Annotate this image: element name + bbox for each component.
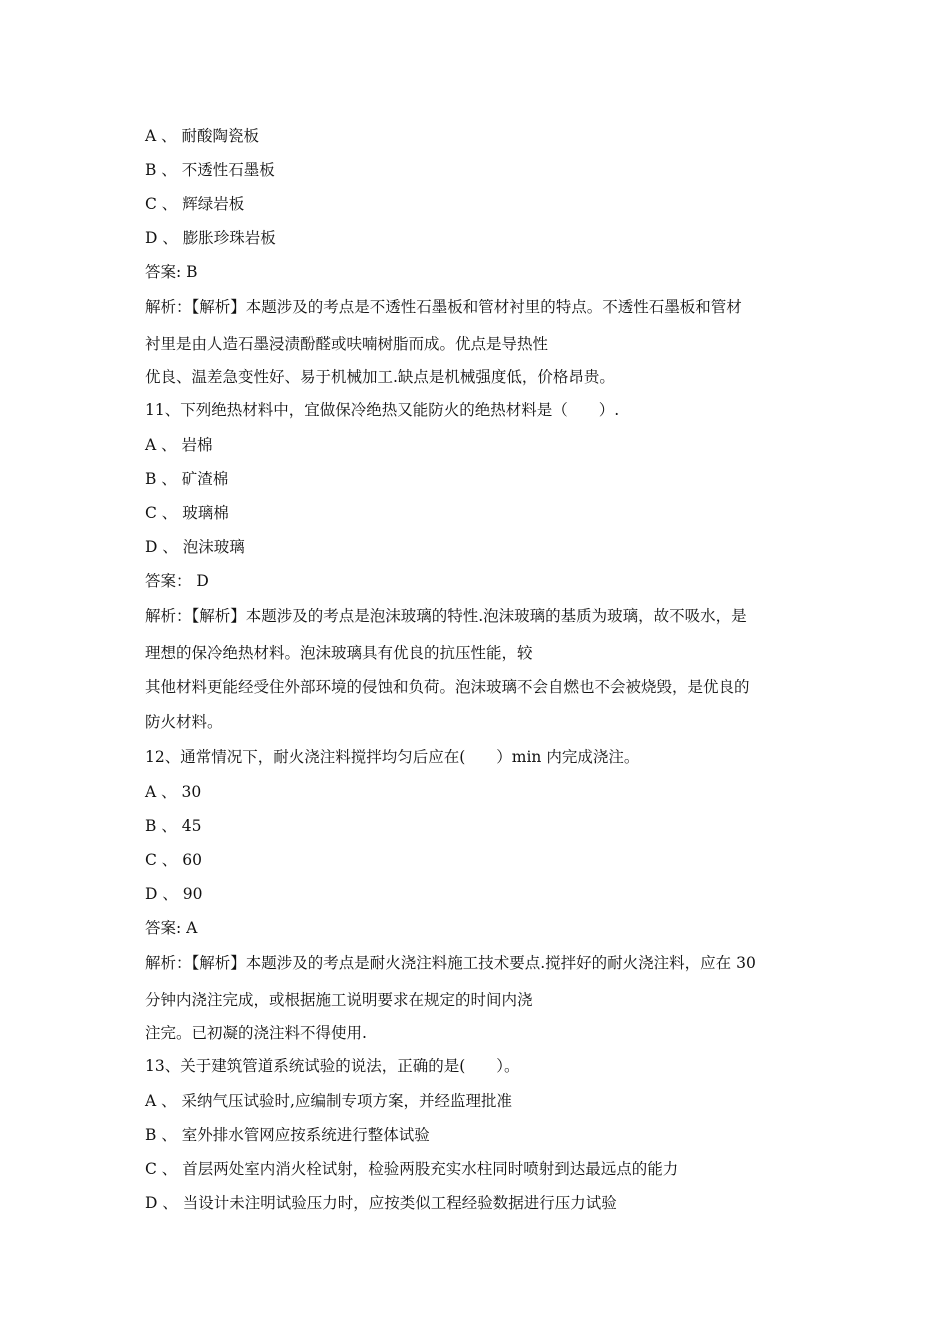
analysis-line: 优良、温差急变性好、易于机械加工.缺点是机械强度低，价格昂贵。	[145, 368, 615, 386]
answer: 答案: A	[145, 919, 198, 937]
option-b: B 、 不透性石墨板	[145, 161, 275, 179]
answer: 答案： D	[145, 572, 209, 590]
answer: 答案: B	[145, 263, 198, 281]
question-13: 13、关于建筑管道系统试验的说法，正确的是( ）。	[145, 1057, 520, 1075]
option-b: B 、 室外排水管网应按系统进行整体试验	[145, 1126, 430, 1144]
option-b: B 、 45	[145, 817, 202, 835]
option-d: D 、 当设计未注明试验压力时，应按类似工程经验数据进行压力试验	[145, 1194, 617, 1212]
analysis-line: 衬里是由人造石墨浸渍酚醛或呋喃树脂而成。优点是导热性	[145, 335, 549, 353]
option-d: D 、 泡沫玻璃	[145, 538, 245, 556]
option-a: A 、 30	[145, 783, 202, 801]
option-a: A 、 耐酸陶瓷板	[145, 127, 260, 145]
option-b: B 、 矿渣棉	[145, 470, 229, 488]
analysis-line: 理想的保冷绝热材料。泡沫玻璃具有优良的抗压性能，较	[145, 644, 533, 662]
option-d: D 、 膨胀珍珠岩板	[145, 229, 276, 247]
analysis-line: 解析：【解析】本题涉及的考点是泡沫玻璃的特性.泡沫玻璃的基质为玻璃，故不吸水，是	[145, 607, 747, 625]
option-c: C 、 辉绿岩板	[145, 195, 245, 213]
analysis-line: 防火材料。	[145, 713, 223, 731]
option-c: C 、 首层两处室内消火栓试射，检验两股充实水柱同时喷射到达最远点的能力	[145, 1160, 679, 1178]
option-c: C 、 60	[145, 851, 202, 869]
option-d: D 、 90	[145, 885, 203, 903]
question-12: 12、通常情况下，耐火浇注料搅拌均匀后应在( ）min 内完成浇注。	[145, 748, 640, 766]
analysis-line: 解析：【解析】本题涉及的考点是耐火浇注料施工技术要点.搅拌好的耐火浇注料，应在 30	[145, 954, 756, 972]
analysis-line: 解析：【解析】本题涉及的考点是不透性石墨板和管材衬里的特点。不透性石墨板和管材	[145, 298, 742, 316]
option-a: A 、 岩棉	[145, 436, 213, 454]
option-c: C 、 玻璃棉	[145, 504, 229, 522]
analysis-line: 分钟内浇注完成，或根据施工说明要求在规定的时间内浇	[145, 991, 533, 1009]
question-11: 11、下列绝热材料中，宜做保冷绝热又能防火的绝热材料是（ ）.	[145, 401, 620, 419]
analysis-line: 其他材料更能经受住外部环境的侵蚀和负荷。泡沫玻璃不会自燃也不会被烧毁，是优良的	[145, 678, 750, 696]
analysis-line: 注完。已初凝的浇注料不得使用.	[145, 1024, 367, 1042]
option-a: A 、 采纳气压试验时,应编制专项方案，并经监理批准	[145, 1092, 512, 1110]
